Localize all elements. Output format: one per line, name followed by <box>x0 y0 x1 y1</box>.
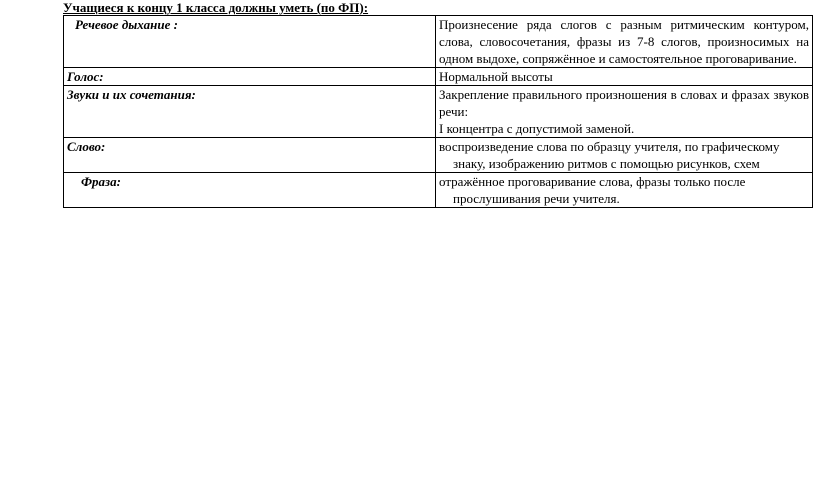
row-value: Нормальной высоты <box>436 68 813 86</box>
table-row <box>64 68 813 86</box>
row-value-continued: I концентра с допустимой заменой. <box>439 121 635 136</box>
row-label: Речевое дыхание : <box>75 17 178 32</box>
row-value: Произнесение ряда слогов с разным ритмическим контуром, слова, словосочетания, фразы из 7-8 слогов, произносимых на одном выдохе, сопряжённое и самостоятельное проговаривание. <box>436 16 813 68</box>
table-row <box>64 138 813 173</box>
row-label: Голос: <box>64 68 436 86</box>
row-value-cell <box>436 86 813 138</box>
row-value-continued: прослушивания речи учителя. <box>453 191 620 206</box>
row-label-cell <box>64 16 436 68</box>
row-label: Звуки и их сочетания: <box>64 86 436 138</box>
row-label: Фраза: <box>81 174 121 189</box>
row-label: Слово: <box>64 138 436 173</box>
page-heading: Учащиеся к концу 1 класса должны уметь (по ФП): <box>63 0 369 15</box>
table-row <box>64 173 813 208</box>
table-row <box>64 86 813 138</box>
row-value-continued: знаку, изображению ритмов с помощью рисунков, схем <box>453 156 760 171</box>
row-value: воспроизведение слова по образцу учителя, по графическому <box>439 139 780 154</box>
row-value: Закрепление правильного произношения в словах и фразах звуков речи: <box>439 87 809 119</box>
requirements-table <box>63 15 813 208</box>
row-value-cell <box>436 138 813 173</box>
row-label-cell <box>64 173 436 208</box>
table-row <box>64 16 813 68</box>
row-value: отражённое проговаривание слова, фразы только после <box>439 174 746 189</box>
row-value-cell <box>436 173 813 208</box>
